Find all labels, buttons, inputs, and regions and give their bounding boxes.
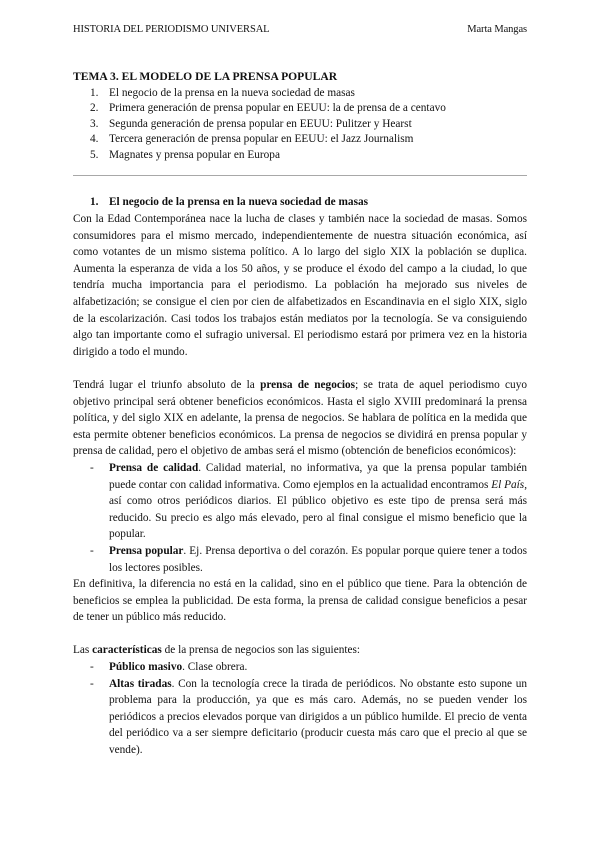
document-title: TEMA 3. EL MODELO DE LA PRENSA POPULAR	[73, 70, 338, 83]
toc-item	[73, 132, 527, 147]
term-altas-tiradas: Altas tiradas	[109, 677, 172, 690]
toc-number: 5.	[90, 148, 99, 161]
toc-number: 3.	[90, 117, 99, 130]
section-heading	[73, 194, 527, 211]
characteristics-list	[73, 659, 527, 759]
toc-text: Magnates y prensa popular en Europa	[109, 148, 280, 161]
header-author: Marta Mangas	[467, 24, 527, 35]
document-body	[73, 68, 527, 759]
list-item: - Altas tiradas. Con la tecnología crece la tirada de periódicos. No obstante esto supone un problema para la producción, ya que es más caro. Además, no se pueden vender los periódicos a precios elevados porque van dirigidos a un público humilde. El precio de venta del periódico va a ser siempre deficitario (producir cuesta más caro que el precio al que se vende).	[73, 676, 527, 759]
list-item: - Prensa de calidad. Calidad material, no informativa, ya que la prensa popular también puede contar con calidad informativa. Como ejemplos en la actualidad encontramos El País, así como otros periódicos diarios. El público objetivo es este tipo de prensa será más reducido. Su precio es algo más elevado, pero al final consigue el mismo beneficio que la popular.	[73, 460, 527, 543]
toc-text: Tercera generación de prensa popular en EEUU: el Jazz Journalism	[109, 133, 414, 146]
page-header	[73, 22, 527, 39]
term-publico-masivo: Público masivo	[109, 661, 183, 674]
paragraph-characteristics-intro: Las características de la prensa de negocios son las siguientes:	[73, 644, 361, 657]
term-prensa-de-negocios: prensa de negocios	[260, 378, 356, 391]
dash-bullet: -	[90, 661, 94, 674]
dash-bullet: -	[90, 461, 94, 474]
list-item: - Público masivo. Clase obrera.	[73, 659, 527, 676]
toc-text: Segunda generación de prensa popular en EEUU: Pulitzer y Hearst	[109, 117, 412, 130]
paragraph-business-press: Tendrá lugar el triunfo absoluto de la prensa de negocios; se trata de aquel periodismo cuyo objetivo principal será obtener beneficios económicos. Hasta el siglo XVIII predominará la prensa política, y del siglo XIX en adelante, la prensa de negocios. Se hablara de política en la medida que esta permite obtener beneficios económicos. La prensa de negocios se dividirá en prensa popular y prensa de calidad, pero el objetivo de ambas será el mismo (obtención de beneficios económicos):	[73, 378, 528, 458]
list-item: - Prensa popular. Ej. Prensa deportiva o del corazón. Es popular porque quiere tener a todos los lectores posibles.	[73, 543, 527, 576]
paragraph-conclusion: En definitiva, la diferencia no está en la calidad, sino en el público que tiene. Para la obtención de beneficios se emplea la publicidad. De esta forma, la prensa de calidad consigue beneficios a pesar de tener un público más reducido.	[73, 578, 527, 624]
toc-item	[73, 148, 527, 163]
toc-number: 4.	[90, 133, 99, 146]
section-heading-text: El negocio de la prensa en la nueva sociedad de masas	[109, 196, 369, 209]
table-of-contents	[73, 86, 527, 163]
toc-number: 1.	[90, 87, 99, 99]
dash-bullet: -	[90, 544, 94, 557]
header-course-title: HISTORIA DEL PERIODISMO UNIVERSAL	[73, 24, 270, 35]
toc-item	[73, 117, 527, 132]
toc-item	[73, 101, 527, 116]
term-prensa-de-calidad: Prensa de calidad	[109, 461, 199, 474]
section-number: 1.	[90, 196, 99, 209]
press-types-list	[73, 460, 527, 576]
toc-item	[73, 86, 527, 101]
divider	[73, 175, 527, 176]
toc-text: Primera generación de prensa popular en EEUU: la de prensa de a centavo	[109, 102, 446, 115]
term-caracteristicas: características	[92, 644, 162, 657]
dash-bullet: -	[90, 677, 94, 690]
toc-number: 2.	[90, 102, 99, 115]
toc-text: El negocio de la prensa en la nueva sociedad de masas	[109, 87, 355, 99]
newspaper-name: El País	[491, 478, 525, 491]
paragraph-mass-society: Con la Edad Contemporánea nace la lucha de clases y también nace la sociedad de masas. Somos consumidores para el mismo mercado, independientemente de nuestra situación económica, así como votantes de un mismo sistema político. A lo largo del siglo XIX la población se duplica. Aumenta la esperanza de vida a los 50 años, y se produce el éxodo del campo a la ciudad, lo que tendría mucha importancia para el periodismo. La población ha mejorado sus niveles de alfabetización; se consigue el cien por cien de alfabetizados en Escandinavia en el siglo XIX, siglo de la escolarización. Casi todos los trabajos están mediatos por la tecnología. Se va consiguiendo algo tan importante como el sufragio universal. El periodismo estará por primera vez en la historia dirigido a todo el mundo.	[73, 213, 527, 358]
term-prensa-popular: Prensa popular	[109, 544, 184, 557]
